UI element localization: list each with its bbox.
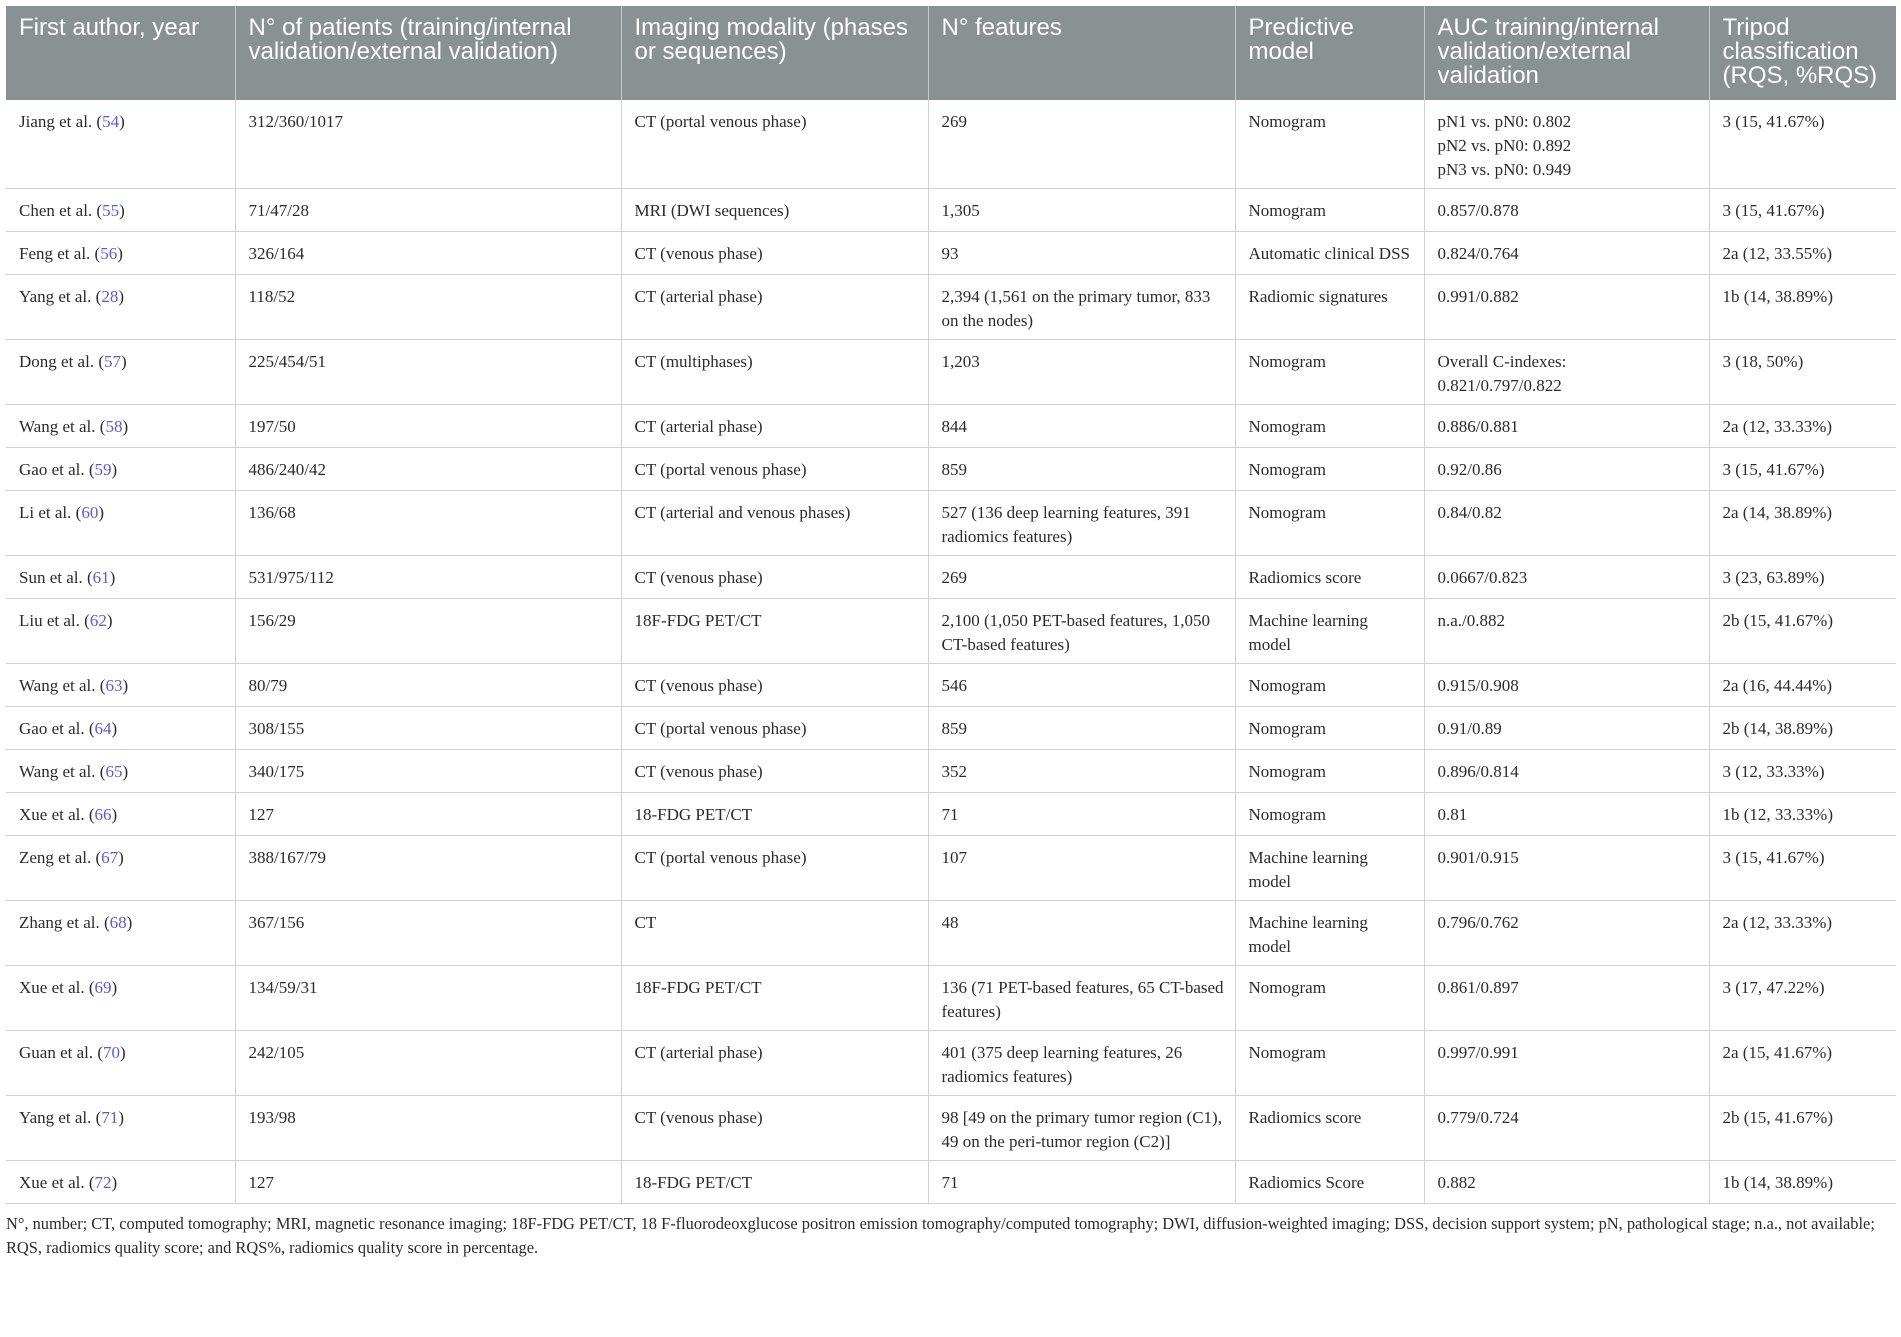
cell-features: 107 [928,836,1235,901]
cell-author: Xue et al. (66) [6,793,235,836]
reference-link[interactable]: 68 [109,913,127,932]
auc-line: 0.0667/0.823 [1437,568,1528,587]
table-row [6,1161,1896,1204]
auc-line: Overall C-indexes: [1437,352,1567,371]
table-row [6,100,1896,189]
cell-model: Nomogram [1235,405,1424,448]
cell-modality: MRI (DWI sequences) [621,189,928,232]
cell-auc [1424,664,1709,707]
cell-tripod: 2b (14, 38.89%) [1709,707,1896,750]
auc-line: 0.84/0.82 [1437,503,1502,522]
cell-tripod: 2a (15, 41.67%) [1709,1031,1896,1096]
cell-patients: 118/52 [235,275,621,340]
cell-author: Feng et al. (56) [6,232,235,275]
auc-line: 0.901/0.915 [1437,848,1519,867]
cell-modality: CT (arterial phase) [621,1031,928,1096]
cell-author: Jiang et al. (54) [6,100,235,189]
cell-author: Wang et al. (58) [6,405,235,448]
reference-link[interactable]: 69 [94,978,112,997]
table-footnote: N°, number; CT, computed tomography; MRI, magnetic resonance imaging; 18F-FDG PET/CT, 18 F-fluorodeoxglucose positron emission tomography/computed tomography; DWI, diffusion-weighted imaging; DSS, decision support system; pN, pathological stage; n.a., not available; RQS, radiomics quality score; and RQS%, radiomics quality score in percentage. [6,1214,1875,1257]
cell-modality: 18-FDG PET/CT [621,793,928,836]
auc-line: pN3 vs. pN0: 0.949 [1437,160,1572,179]
author-name: Xue et al. [19,805,85,824]
header-author: First author, year [6,6,235,100]
cell-auc [1424,448,1709,491]
cell-auc [1424,405,1709,448]
auc-line: 0.824/0.764 [1437,244,1519,263]
cell-model: Nomogram [1235,750,1424,793]
cell-author: Xue et al. (72) [6,1161,235,1204]
cell-modality: CT (venous phase) [621,664,928,707]
cell-model: Nomogram [1235,664,1424,707]
table-row [6,275,1896,340]
cell-modality: CT (venous phase) [621,750,928,793]
cell-tripod: 3 (12, 33.33%) [1709,750,1896,793]
cell-author: Li et al. (60) [6,491,235,556]
cell-tripod: 3 (15, 41.67%) [1709,189,1896,232]
reference-link[interactable]: 54 [102,112,120,131]
cell-modality: CT (venous phase) [621,232,928,275]
cell-modality: CT (arterial and venous phases) [621,491,928,556]
cell-modality: CT [621,901,928,966]
cell-features: 2,100 (1,050 PET-based features, 1,050 CT-based features) [928,599,1235,664]
author-name: Yang et al. [19,1108,92,1127]
auc-line: 0.857/0.878 [1437,201,1519,220]
author-name: Xue et al. [19,1173,85,1192]
cell-tripod: 3 (17, 47.22%) [1709,966,1896,1031]
cell-model: Radiomics score [1235,556,1424,599]
table-row [6,1096,1896,1161]
cell-model: Nomogram [1235,491,1424,556]
cell-patients: 127 [235,793,621,836]
cell-features: 527 (136 deep learning features, 391 radiomics features) [928,491,1235,556]
cell-features: 859 [928,707,1235,750]
cell-model: Machine learning model [1235,901,1424,966]
author-name: Chen et al. [19,201,93,220]
reference-link[interactable]: 58 [105,417,123,436]
cell-features: 546 [928,664,1235,707]
reference-link[interactable]: 61 [92,568,110,587]
cell-patients: 326/164 [235,232,621,275]
cell-features: 1,305 [928,189,1235,232]
cell-auc [1424,1096,1709,1161]
cell-tripod: 3 (18, 50%) [1709,340,1896,405]
table-row [6,448,1896,491]
cell-modality: CT (arterial phase) [621,405,928,448]
table-row [6,793,1896,836]
reference-link[interactable]: 66 [94,805,112,824]
cell-modality: CT (venous phase) [621,1096,928,1161]
table-row [6,750,1896,793]
cell-tripod: 2a (16, 44.44%) [1709,664,1896,707]
cell-author: Gao et al. (64) [6,707,235,750]
reference-link[interactable]: 62 [89,611,107,630]
reference-link[interactable]: 64 [94,719,112,738]
cell-auc [1424,793,1709,836]
cell-model: Machine learning model [1235,599,1424,664]
author-name: Wang et al. [19,676,96,695]
cell-tripod: 3 (15, 41.67%) [1709,836,1896,901]
reference-link[interactable]: 55 [102,201,120,220]
cell-tripod: 1b (12, 33.33%) [1709,793,1896,836]
cell-model: Radiomic signatures [1235,275,1424,340]
cell-auc [1424,1031,1709,1096]
header-auc: AUC training/internal validation/external validation [1424,6,1709,100]
cell-auc [1424,836,1709,901]
cell-model: Nomogram [1235,340,1424,405]
author-name: Zhang et al. [19,913,100,932]
cell-patients: 531/975/112 [235,556,621,599]
cell-model: Automatic clinical DSS [1235,232,1424,275]
cell-tripod: 1b (14, 38.89%) [1709,1161,1896,1204]
cell-auc [1424,1161,1709,1204]
cell-model: Nomogram [1235,793,1424,836]
cell-modality: 18F-FDG PET/CT [621,599,928,664]
header-patients: N° of patients (training/internal validation/external validation) [235,6,621,100]
cell-auc [1424,599,1709,664]
cell-auc [1424,966,1709,1031]
cell-model: Machine learning model [1235,836,1424,901]
cell-author: Zhang et al. (68) [6,901,235,966]
author-name: Dong et al. [19,352,95,371]
cell-tripod: 2b (15, 41.67%) [1709,599,1896,664]
cell-tripod: 2a (12, 33.33%) [1709,405,1896,448]
cell-auc [1424,189,1709,232]
cell-auc [1424,100,1709,189]
cell-features: 48 [928,901,1235,966]
header-model: Predictive model [1235,6,1424,100]
cell-patients: 134/59/31 [235,966,621,1031]
cell-author: Dong et al. (57) [6,340,235,405]
cell-model: Nomogram [1235,707,1424,750]
table-row [6,836,1896,901]
table-row [6,491,1896,556]
cell-features: 1,203 [928,340,1235,405]
cell-author: Liu et al. (62) [6,599,235,664]
cell-patients: 80/79 [235,664,621,707]
author-name: Xue et al. [19,978,85,997]
reference-link[interactable]: 67 [101,848,119,867]
cell-features: 2,394 (1,561 on the primary tumor, 833 on the nodes) [928,275,1235,340]
cell-patients: 136/68 [235,491,621,556]
auc-line: 0.796/0.762 [1437,913,1519,932]
cell-author: Xue et al. (69) [6,966,235,1031]
cell-author: Chen et al. (55) [6,189,235,232]
table-row [6,556,1896,599]
auc-line: 0.991/0.882 [1437,287,1519,306]
cell-tripod: 1b (14, 38.89%) [1709,275,1896,340]
reference-link[interactable]: 56 [100,244,118,263]
cell-modality: 18F-FDG PET/CT [621,966,928,1031]
author-name: Yang et al. [19,287,92,306]
cell-model: Nomogram [1235,1031,1424,1096]
reference-link[interactable]: 72 [94,1173,112,1192]
cell-patients: 486/240/42 [235,448,621,491]
cell-modality: CT (portal venous phase) [621,448,928,491]
table-row [6,232,1896,275]
cell-model: Nomogram [1235,189,1424,232]
cell-patients: 156/29 [235,599,621,664]
author-name: Feng et al. [19,244,91,263]
reference-link[interactable]: 63 [105,676,123,695]
author-name: Gao et al. [19,460,85,479]
table-row [6,189,1896,232]
cell-auc [1424,750,1709,793]
table-row [6,966,1896,1031]
studies-table [6,6,1896,1204]
cell-features: 352 [928,750,1235,793]
cell-tripod: 2a (12, 33.33%) [1709,901,1896,966]
cell-features: 269 [928,556,1235,599]
cell-patients: 127 [235,1161,621,1204]
cell-author: Guan et al. (70) [6,1031,235,1096]
author-name: Gao et al. [19,719,85,738]
cell-modality: CT (arterial phase) [621,275,928,340]
cell-features: 136 (71 PET-based features, 65 CT-based features) [928,966,1235,1031]
cell-features: 93 [928,232,1235,275]
cell-auc [1424,556,1709,599]
cell-modality: CT (multiphases) [621,340,928,405]
cell-patients: 308/155 [235,707,621,750]
cell-auc [1424,232,1709,275]
cell-model: Nomogram [1235,100,1424,189]
author-name: Liu et al. [19,611,80,630]
cell-patients: 225/454/51 [235,340,621,405]
author-name: Guan et al. [19,1043,94,1062]
auc-line: 0.886/0.881 [1437,417,1519,436]
table-row [6,405,1896,448]
cell-modality: CT (portal venous phase) [621,707,928,750]
cell-modality: CT (portal venous phase) [621,100,928,189]
cell-auc [1424,275,1709,340]
auc-line: pN1 vs. pN0: 0.802 [1437,112,1572,131]
cell-auc [1424,340,1709,405]
author-name: Zeng et al. [19,848,92,867]
author-name: Wang et al. [19,417,96,436]
cell-patients: 312/360/1017 [235,100,621,189]
table-row [6,599,1896,664]
cell-auc [1424,491,1709,556]
auc-line: 0.861/0.897 [1437,978,1519,997]
cell-patients: 193/98 [235,1096,621,1161]
cell-model: Nomogram [1235,448,1424,491]
cell-tripod: 3 (15, 41.67%) [1709,100,1896,189]
auc-line: pN2 vs. pN0: 0.892 [1437,136,1572,155]
header-row [6,6,1896,100]
author-name: Sun et al. [19,568,83,587]
reference-link[interactable]: 71 [101,1108,119,1127]
author-name: Jiang et al. [19,112,93,131]
table-body [6,100,1896,1204]
reference-link[interactable]: 60 [81,503,99,522]
auc-line: 0.81 [1437,805,1468,824]
cell-tripod: 2b (15, 41.67%) [1709,1096,1896,1161]
header-modality: Imaging modality (phases or sequences) [621,6,928,100]
cell-tripod: 3 (15, 41.67%) [1709,448,1896,491]
cell-modality: CT (portal venous phase) [621,836,928,901]
author-name: Wang et al. [19,762,96,781]
header-features: N° features [928,6,1235,100]
cell-tripod: 2a (12, 33.55%) [1709,232,1896,275]
reference-link[interactable]: 28 [101,287,119,306]
auc-line: 0.821/0.797/0.822 [1437,376,1562,395]
cell-model: Nomogram [1235,966,1424,1031]
cell-patients: 197/50 [235,405,621,448]
cell-features: 859 [928,448,1235,491]
header-tripod: Tripod classification (RQS, %RQS) [1709,6,1896,100]
cell-patients: 367/156 [235,901,621,966]
cell-auc [1424,901,1709,966]
auc-line: 0.997/0.991 [1437,1043,1519,1062]
reference-link[interactable]: 59 [94,460,112,479]
auc-line: n.a./0.882 [1437,611,1506,630]
cell-patients: 242/105 [235,1031,621,1096]
table-row [6,707,1896,750]
cell-auc [1424,707,1709,750]
table-row [6,664,1896,707]
cell-patients: 71/47/28 [235,189,621,232]
reference-link[interactable]: 65 [105,762,123,781]
cell-model: Radiomics score [1235,1096,1424,1161]
cell-patients: 388/167/79 [235,836,621,901]
cell-author: Wang et al. (63) [6,664,235,707]
auc-line: 0.896/0.814 [1437,762,1519,781]
cell-features: 401 (375 deep learning features, 26 radiomics features) [928,1031,1235,1096]
cell-model: Radiomics Score [1235,1161,1424,1204]
table-row [6,1031,1896,1096]
cell-features: 71 [928,1161,1235,1204]
cell-features: 844 [928,405,1235,448]
cell-author: Yang et al. (28) [6,275,235,340]
auc-line: 0.91/0.89 [1437,719,1502,738]
author-name: Li et al. [19,503,72,522]
cell-features: 269 [928,100,1235,189]
cell-author: Yang et al. (71) [6,1096,235,1161]
cell-modality: 18-FDG PET/CT [621,1161,928,1204]
auc-line: 0.915/0.908 [1437,676,1519,695]
cell-author: Gao et al. (59) [6,448,235,491]
cell-modality: CT (venous phase) [621,556,928,599]
cell-author: Sun et al. (61) [6,556,235,599]
reference-link[interactable]: 70 [103,1043,121,1062]
cell-tripod: 3 (23, 63.89%) [1709,556,1896,599]
auc-line: 0.92/0.86 [1437,460,1502,479]
cell-author: Wang et al. (65) [6,750,235,793]
cell-features: 98 [49 on the primary tumor region (C1), 49 on the peri-tumor region (C2)] [928,1096,1235,1161]
cell-author: Zeng et al. (67) [6,836,235,901]
table-row [6,340,1896,405]
reference-link[interactable]: 57 [104,352,121,371]
table-container [6,6,1896,1260]
cell-features: 71 [928,793,1235,836]
cell-tripod: 2a (14, 38.89%) [1709,491,1896,556]
table-row [6,901,1896,966]
auc-line: 0.882 [1437,1173,1476,1192]
auc-line: 0.779/0.724 [1437,1108,1519,1127]
cell-patients: 340/175 [235,750,621,793]
